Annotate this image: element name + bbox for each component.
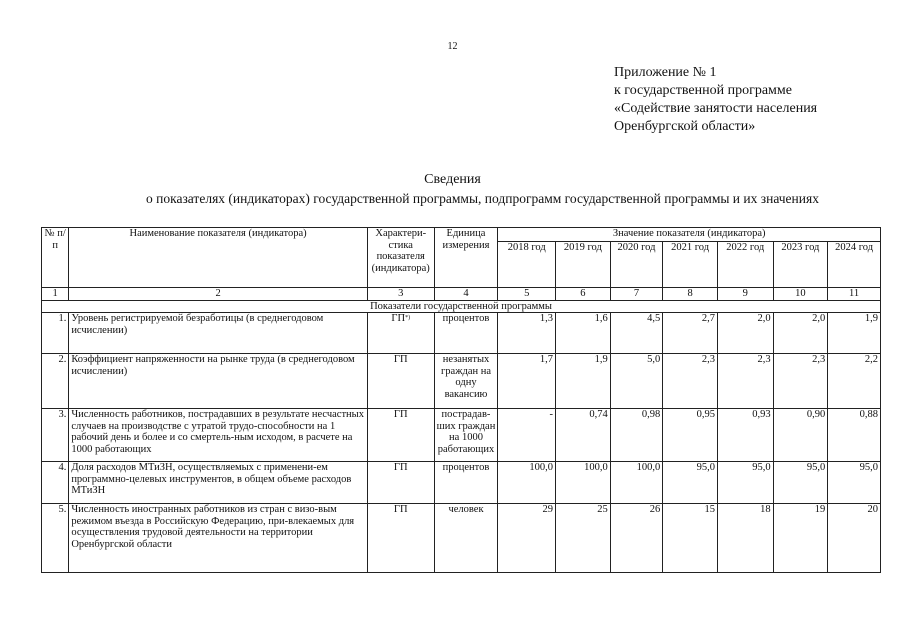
row-value: 0,90 bbox=[773, 409, 828, 462]
row-value: 19 bbox=[773, 504, 828, 573]
row-value: 5,0 bbox=[610, 354, 663, 409]
row-value: - bbox=[498, 409, 556, 462]
appendix-block bbox=[614, 64, 817, 136]
header-year: 2018 год bbox=[498, 242, 556, 288]
header-name: Наименование показателя (индикатора) bbox=[69, 228, 368, 288]
row-value: 0,95 bbox=[663, 409, 718, 462]
row-value: 0,74 bbox=[556, 409, 611, 462]
row-name: Доля расходов МТиЗН, осуществляемых с применени-ем программно-целевых инструментов, в общем объеме расходов МТиЗН bbox=[69, 462, 368, 504]
row-characteristic bbox=[367, 313, 434, 354]
column-number: 6 bbox=[556, 288, 611, 301]
row-value: 95,0 bbox=[663, 462, 718, 504]
row-value: 2,0 bbox=[773, 313, 828, 354]
table-row bbox=[42, 462, 881, 504]
row-num: 2. bbox=[42, 354, 69, 409]
row-value: 0,93 bbox=[717, 409, 773, 462]
row-value: 1,6 bbox=[556, 313, 611, 354]
row-value: 100,0 bbox=[556, 462, 611, 504]
row-name: Численность работников, пострадавших в результате несчастных случаев на производстве с утратой трудо-способности на 1 рабочий день и более и со смертель-ным исходом, в расчете на 1000 работающих bbox=[69, 409, 368, 462]
row-value: 95,0 bbox=[773, 462, 828, 504]
table-row bbox=[42, 354, 881, 409]
row-num: 4. bbox=[42, 462, 69, 504]
column-number: 11 bbox=[828, 288, 881, 301]
title-subtitle: о показателях (индикаторах) государственной программы, подпрограмм государственной программы и их значениях bbox=[146, 191, 819, 206]
header-year: 2020 год bbox=[610, 242, 663, 288]
column-number: 3 bbox=[367, 288, 434, 301]
header-year: 2023 год bbox=[773, 242, 828, 288]
header-year: 2022 год bbox=[717, 242, 773, 288]
table-row bbox=[42, 313, 881, 354]
row-value: 100,0 bbox=[498, 462, 556, 504]
row-value: 1,7 bbox=[498, 354, 556, 409]
row-value: 26 bbox=[610, 504, 663, 573]
row-value: 1,3 bbox=[498, 313, 556, 354]
row-value: 95,0 bbox=[717, 462, 773, 504]
row-unit: незанятых граждан на одну вакансию bbox=[434, 354, 498, 409]
column-number: 8 bbox=[663, 288, 718, 301]
row-characteristic: ГП bbox=[367, 409, 434, 462]
section-title: Показатели государственной программы bbox=[42, 300, 881, 313]
row-unit: человек bbox=[434, 504, 498, 573]
row-num: 3. bbox=[42, 409, 69, 462]
row-unit: процентов bbox=[434, 313, 498, 354]
row-name: Уровень регистрируемой безработицы (в среднегодовом исчислении) bbox=[69, 313, 368, 354]
row-value: 100,0 bbox=[610, 462, 663, 504]
column-numbers-row bbox=[42, 288, 881, 301]
column-number: 9 bbox=[717, 288, 773, 301]
row-value: 0,98 bbox=[610, 409, 663, 462]
header-unit: Единица измерения bbox=[434, 228, 498, 288]
row-value: 25 bbox=[556, 504, 611, 573]
table-header-row bbox=[42, 228, 881, 242]
appendix-line-3: «Содействие занятости населения bbox=[614, 101, 818, 116]
row-value: 2,3 bbox=[717, 354, 773, 409]
header-characteristic: Характери-стика показателя (индикатора) bbox=[367, 228, 434, 288]
row-value: 2,2 bbox=[828, 354, 881, 409]
row-num: 5. bbox=[42, 504, 69, 573]
section-row bbox=[42, 300, 881, 313]
page-number: 12 bbox=[447, 41, 458, 52]
row-characteristic: ГП bbox=[367, 504, 434, 573]
header-year: 2024 год bbox=[828, 242, 881, 288]
row-value: 29 bbox=[498, 504, 556, 573]
characteristic-text: ГП bbox=[391, 313, 406, 324]
column-number: 10 bbox=[773, 288, 828, 301]
document-title bbox=[0, 170, 905, 208]
row-value: 2,3 bbox=[773, 354, 828, 409]
header-num: № п/п bbox=[42, 228, 69, 288]
table-row bbox=[42, 504, 881, 573]
row-value: 2,7 bbox=[663, 313, 718, 354]
row-unit: процентов bbox=[434, 462, 498, 504]
indicators-table bbox=[41, 227, 881, 573]
row-value: 4,5 bbox=[610, 313, 663, 354]
column-number: 5 bbox=[498, 288, 556, 301]
row-characteristic: ГП bbox=[367, 354, 434, 409]
column-number: 1 bbox=[42, 288, 69, 301]
appendix-line-1: Приложение № 1 bbox=[614, 65, 717, 80]
row-value: 18 bbox=[717, 504, 773, 573]
column-number: 7 bbox=[610, 288, 663, 301]
row-value: 0,88 bbox=[828, 409, 881, 462]
row-value: 1,9 bbox=[556, 354, 611, 409]
row-value: 20 bbox=[828, 504, 881, 573]
appendix-line-4: Оренбургской области» bbox=[614, 119, 756, 134]
row-unit: пострадав-ших граждан на 1000 работающих bbox=[434, 409, 498, 462]
row-value: 2,0 bbox=[717, 313, 773, 354]
row-characteristic: ГП bbox=[367, 462, 434, 504]
title-main: Сведения bbox=[424, 172, 481, 187]
footnote-mark: *) bbox=[405, 315, 411, 321]
row-value: 2,3 bbox=[663, 354, 718, 409]
header-year: 2019 год bbox=[556, 242, 611, 288]
row-value: 15 bbox=[663, 504, 718, 573]
row-name: Численность иностранных работников из стран с визо-вым режимом въезда в Российскую Федерацию, при-влекаемых для осуществления трудовой деятельности на территории Оренбургской области bbox=[69, 504, 368, 573]
row-num: 1. bbox=[42, 313, 69, 354]
header-year: 2021 год bbox=[663, 242, 718, 288]
appendix-line-2: к государственной программе bbox=[614, 83, 792, 98]
row-value: 1,9 bbox=[828, 313, 881, 354]
row-value: 95,0 bbox=[828, 462, 881, 504]
column-number: 4 bbox=[434, 288, 498, 301]
column-number: 2 bbox=[69, 288, 368, 301]
header-value-group: Значение показателя (индикатора) bbox=[498, 228, 881, 242]
table-row bbox=[42, 409, 881, 462]
row-name: Коэффициент напряженности на рынке труда (в среднегодовом исчислении) bbox=[69, 354, 368, 409]
